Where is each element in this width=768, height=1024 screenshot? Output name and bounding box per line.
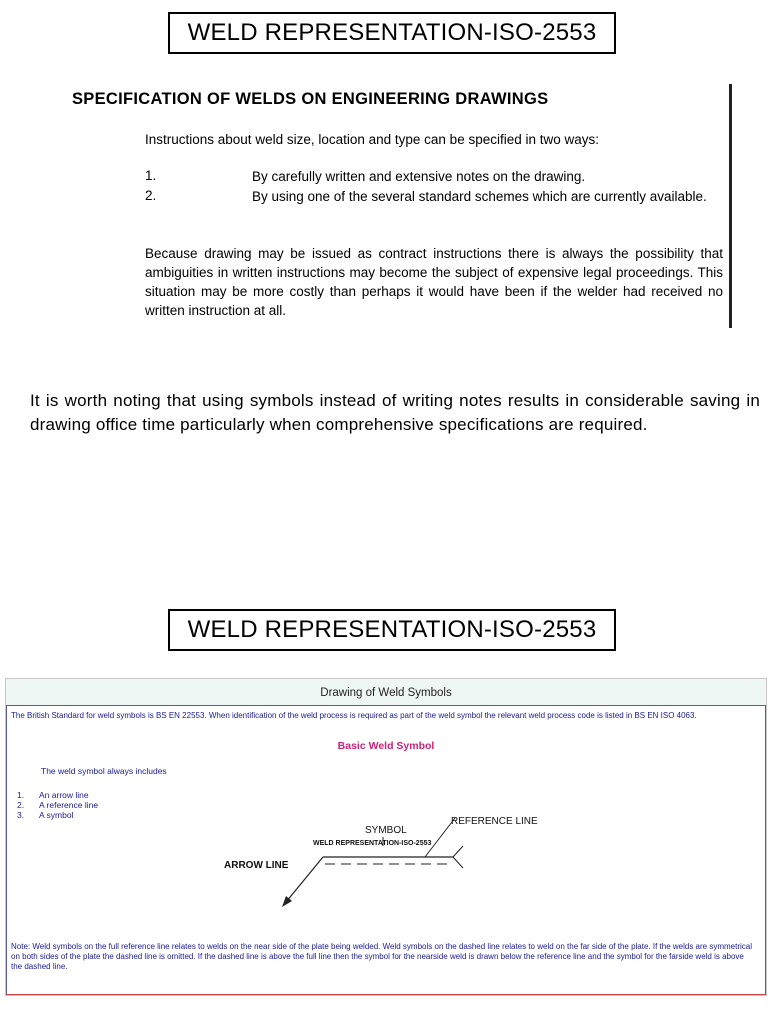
basic-heading: Basic Weld Symbol: [337, 740, 435, 752]
arrow-line-label: ARROW LINE: [224, 860, 289, 871]
section-heading: SPECIFICATION OF WELDS ON ENGINEERING DRAWINGS: [72, 90, 549, 108]
list-item: 1. An arrow line: [17, 790, 89, 800]
symbol-text: WELD REPRESENTATION-ISO-2553: [313, 840, 432, 847]
symbol-label: SYMBOL: [365, 825, 407, 836]
list-number: 2.: [145, 188, 157, 203]
panel-body: [6, 705, 766, 995]
page-title: WELD REPRESENTATION-ISO-2553: [168, 12, 616, 54]
page-title-2: WELD REPRESENTATION-ISO-2553: [168, 609, 616, 651]
scanned-excerpt: [70, 84, 732, 330]
tail-upper: [453, 846, 463, 857]
body-paragraph: Because drawing may be issued as contract instructions there is always the possibility that ambiguities in written instructions may become the subject of expensive legal proceedings. This situation may be more costly than perhaps it would have been if the welder had received no written instruction at all.: [145, 246, 723, 318]
worth-noting-text: It is worth noting that using symbols instead of writing notes results in considerable saving in drawing office time particularly when comprehensive specifications are required.: [30, 391, 760, 434]
weld-symbol-diagram: [7, 706, 765, 938]
margin-rule: [729, 84, 732, 328]
list-number: 1.: [145, 168, 157, 183]
reference-line-label: REFERENCE LINE: [451, 816, 538, 827]
weld-symbols-panel: [5, 678, 767, 996]
intro-text: Instructions about weld size, location and type can be specified in two ways:: [145, 132, 600, 147]
includes-text: The weld symbol always includes: [41, 766, 167, 776]
note-text: Note: Weld symbols on the full reference line relates to welds on the near side of the plate being welded. Weld symbols on the dashed line relates to weld on the far side of the plate. If the welds are symmetrical on both sides of the plate the dashed line is omitted. If the dashed line is above the full line then the symbol for the nearside weld is drawn below the reference line and the symbol for the farside weld is above the dashed line.: [11, 942, 752, 971]
tail-lower: [453, 857, 463, 868]
standard-text: The British Standard for weld symbols is BS EN 22553. When identification of the weld process is required as part of the weld symbol the relevant weld process code is listed in BS EN ISO 4063.: [11, 711, 697, 720]
list-item: 3. A symbol: [17, 810, 74, 820]
panel-title: Drawing of Weld Symbols: [6, 679, 766, 705]
list-item: 2. A reference line: [17, 800, 99, 810]
arrowhead: [282, 896, 292, 907]
arrow-line: [286, 857, 323, 902]
list-text: By carefully written and extensive notes on the drawing.: [252, 169, 586, 184]
list-text: By using one of the several standard schemes which are currently available.: [252, 189, 707, 204]
